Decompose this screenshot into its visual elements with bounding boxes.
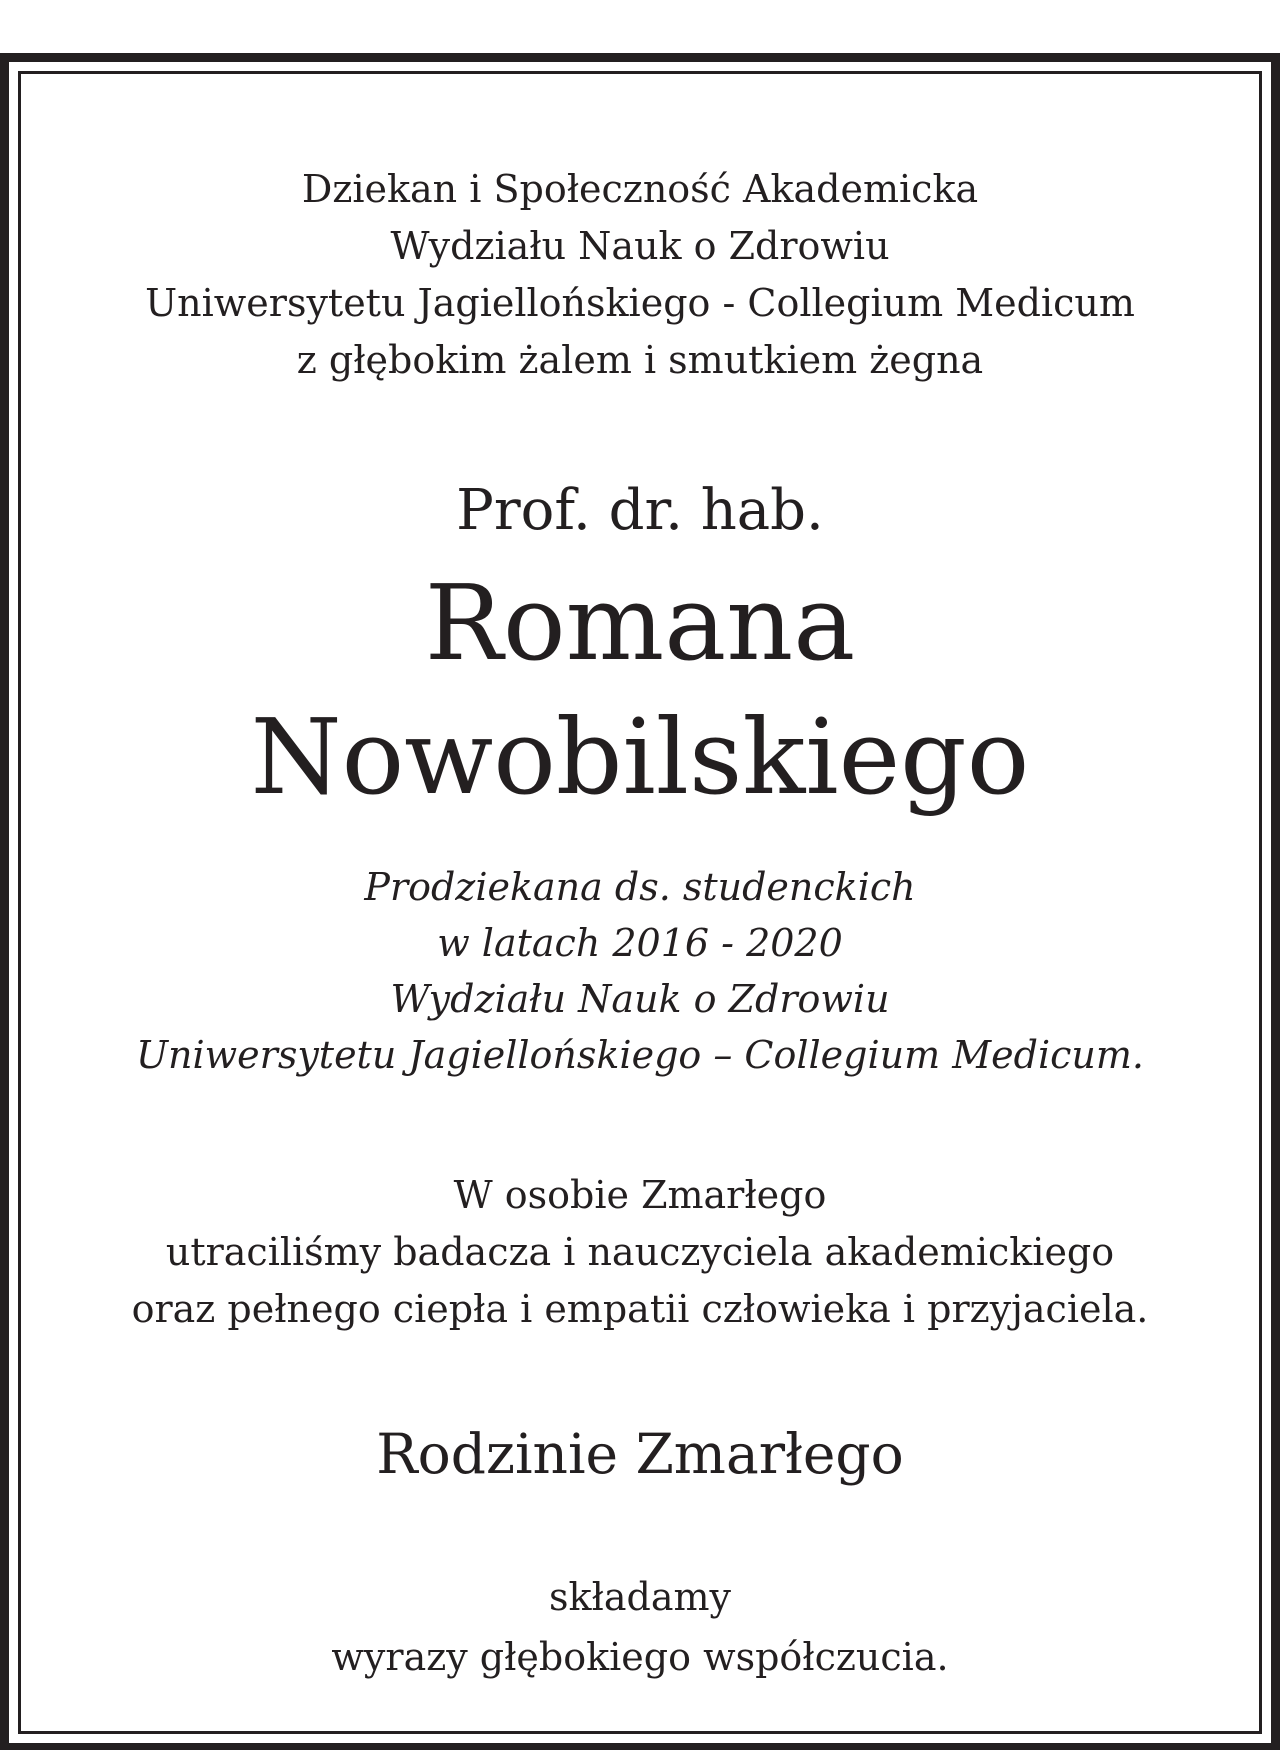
family-address: Rodzinie Zmarłego: [376, 1422, 904, 1486]
role-block: [21, 859, 1259, 1083]
intro-block: [21, 161, 1259, 389]
intro-line: Uniwersytetu Jagiellońskiego - Collegium Medicum: [145, 281, 1135, 325]
intro-line: Wydziału Nauk o Zdrowiu: [390, 224, 890, 268]
tribute-line: W osobie Zmarłego: [453, 1173, 827, 1217]
deceased-name: [21, 556, 1259, 824]
role-line: Prodziekana ds. studenckich: [364, 865, 916, 909]
tribute-line: oraz pełnego ciepła i empatii człowieka i przyjaciela.: [131, 1287, 1149, 1331]
role-line: Wydziału Nauk o Zdrowiu: [390, 977, 890, 1021]
role-line: w latach 2016 - 2020: [437, 921, 843, 965]
intro-line: z głębokim żalem i smutkiem żegna: [296, 338, 984, 382]
deceased-last-name: Nowobilskiego: [250, 696, 1030, 818]
condolences-block: [21, 1567, 1259, 1687]
tribute-line: utraciliśmy badacza i nauczyciela akademickiego: [165, 1230, 1115, 1274]
tribute-block: [21, 1167, 1259, 1338]
intro-line: Dziekan i Społeczność Akademicka: [301, 167, 979, 211]
obituary-inner-border: [18, 71, 1262, 1734]
deceased-first-name: Romana: [424, 562, 856, 684]
condolence-line: wyrazy głębokiego współczucia.: [331, 1635, 949, 1679]
role-line: Uniwersytetu Jagiellońskiego – Collegium Medicum.: [136, 1033, 1144, 1077]
obituary-outer-border: [0, 53, 1280, 1750]
academic-title: Prof. dr. hab.: [456, 478, 824, 543]
condolence-line: składamy: [549, 1575, 731, 1619]
